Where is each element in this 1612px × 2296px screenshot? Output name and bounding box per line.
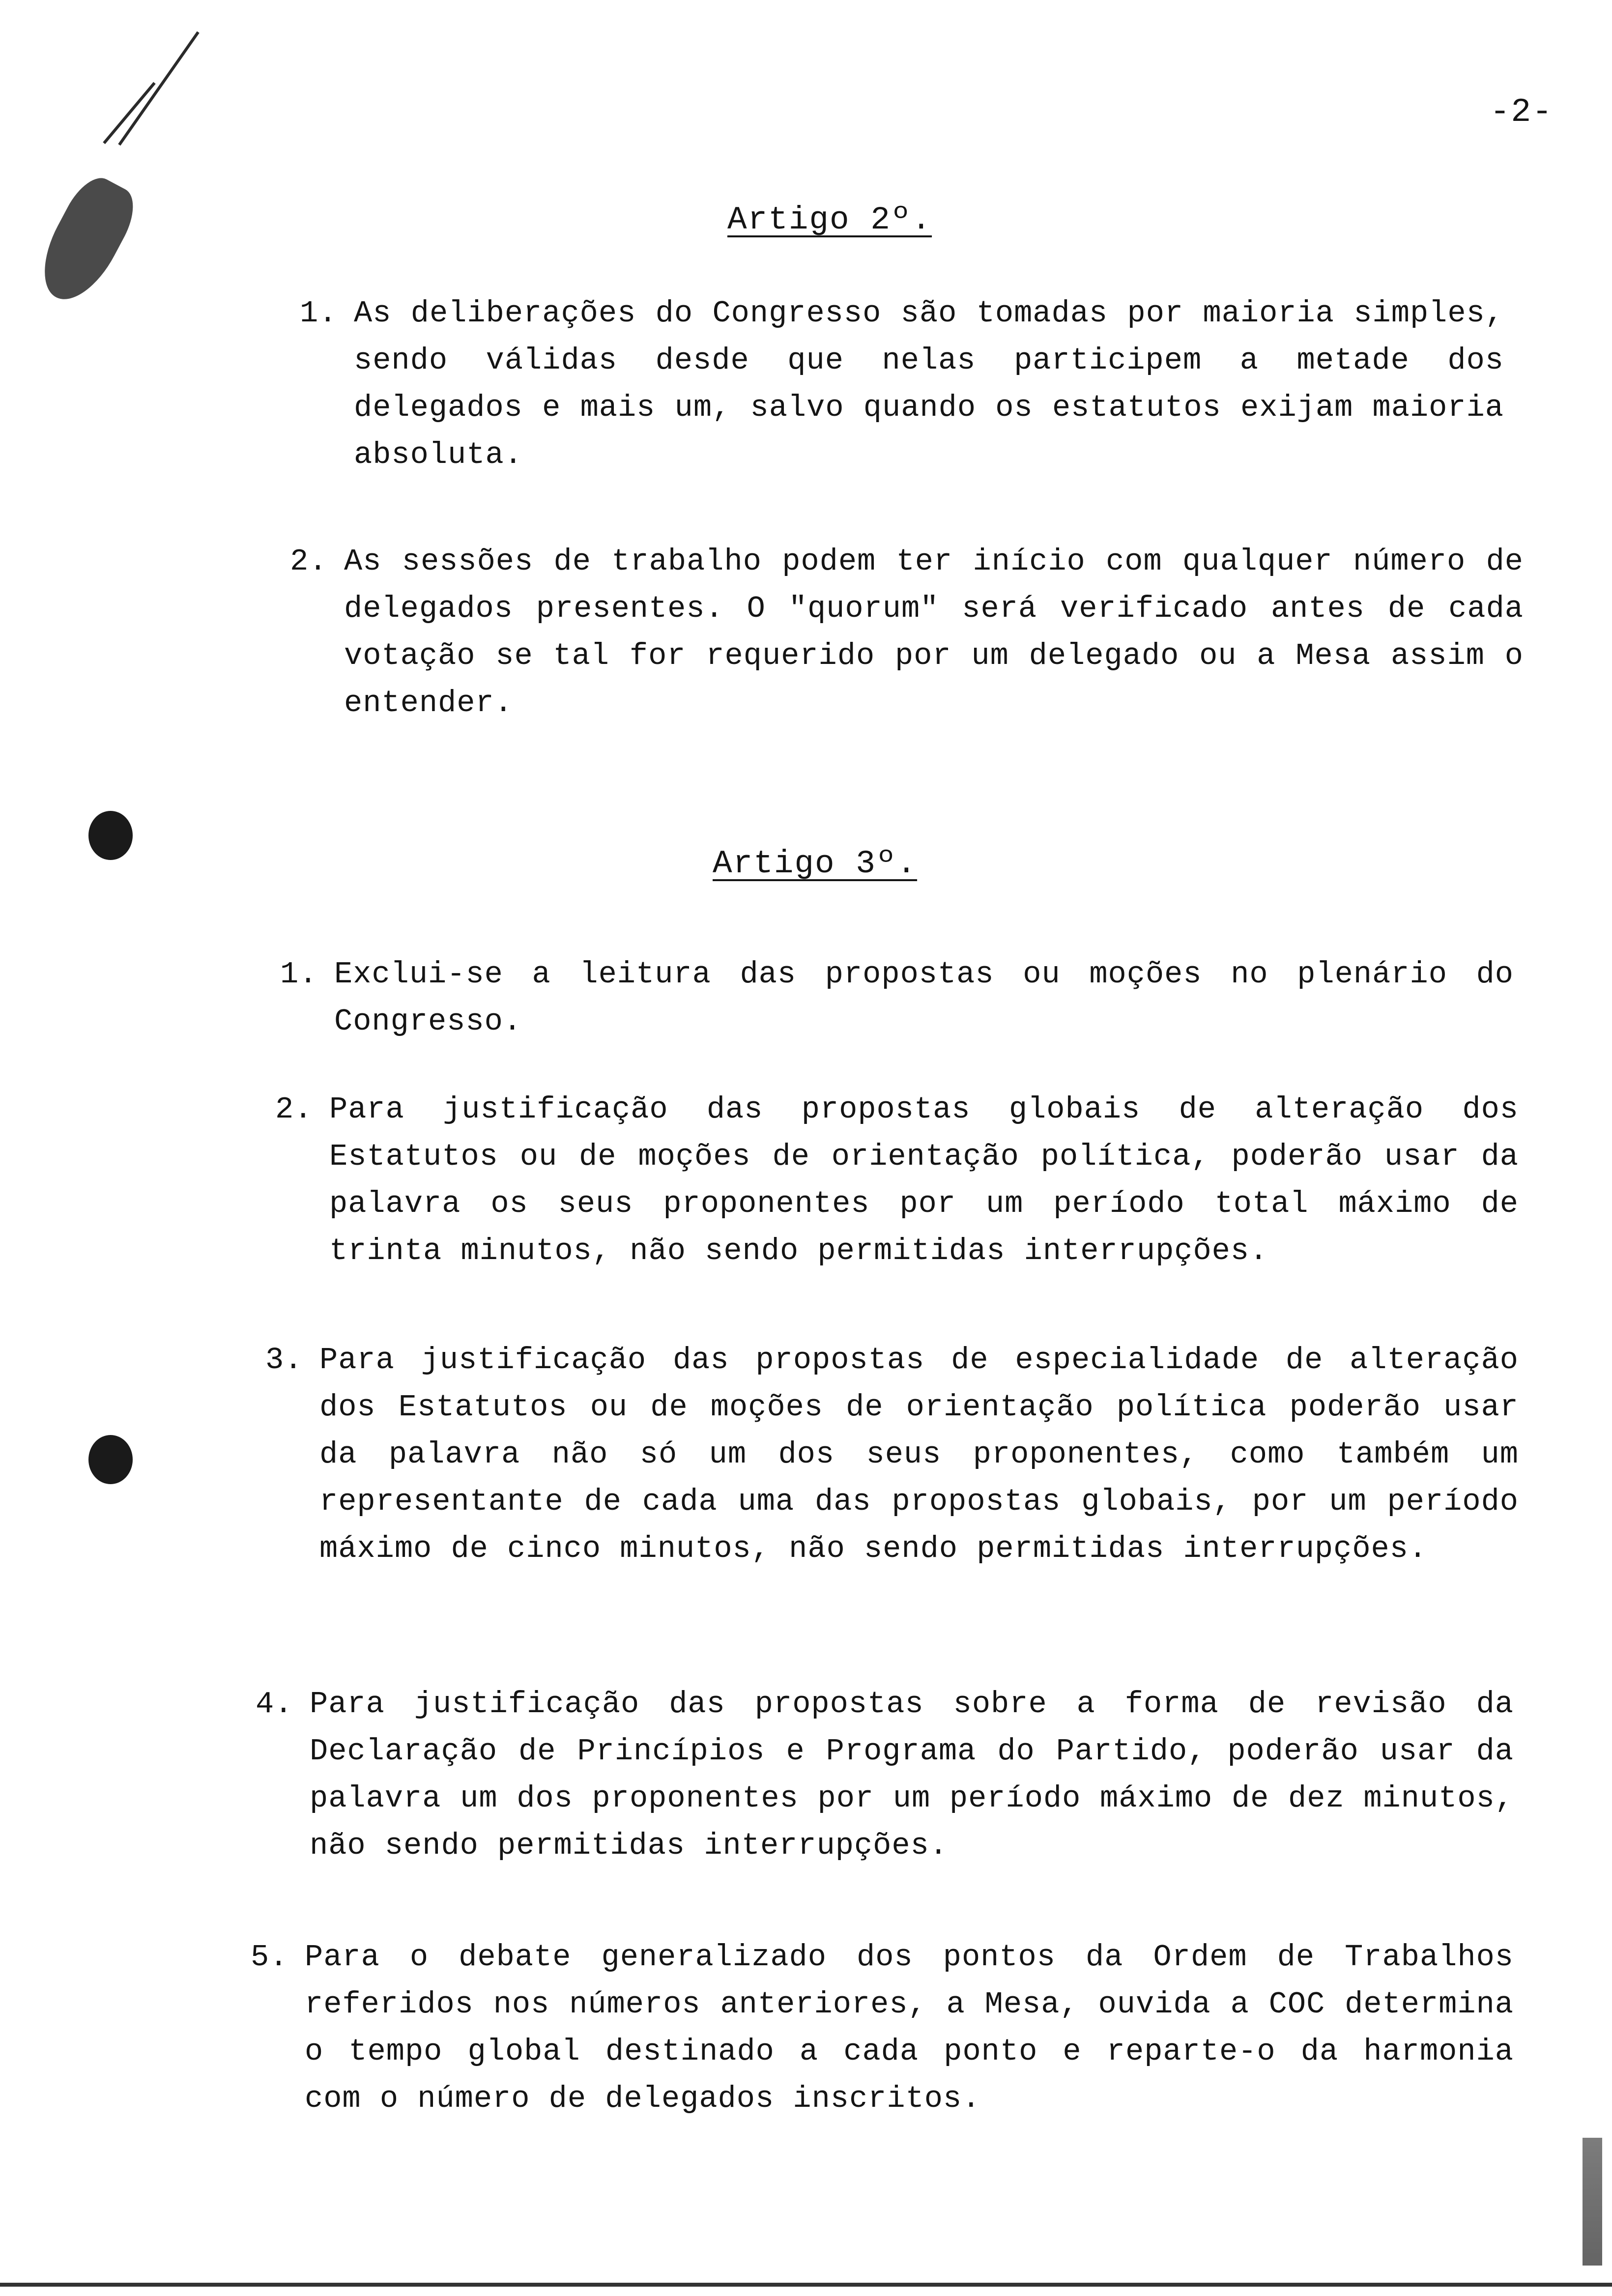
item-number: 3. xyxy=(265,1343,303,1378)
item-text: As deliberações do Congresso são tomadas por maioria simples, sendo válidas desde que nelas participem a metade dos delegados e mais um, salvo quando os estatutos exijam maioria absoluta. xyxy=(354,296,1504,472)
article-3-item-4 xyxy=(256,1681,1514,1869)
item-number: 2. xyxy=(275,1092,313,1127)
article-3-heading: Artigo 3º. xyxy=(713,845,918,882)
article-3-item-1 xyxy=(280,951,1514,1045)
item-number: 5. xyxy=(251,1940,288,1975)
scan-scratch xyxy=(118,31,200,146)
article-2-item-1 xyxy=(300,290,1504,479)
punch-hole-mark xyxy=(88,1435,133,1484)
article-3-item-2 xyxy=(275,1086,1519,1275)
item-text: Para justificação das propostas sobre a forma de revisão da Declaração de Princípios e Programa do Partido, poderão usar da palavra um dos proponentes por um período máximo de dez minutos, não sendo permitidas interrupções. xyxy=(310,1687,1514,1863)
article-2-heading: Artigo 2º. xyxy=(727,201,932,238)
item-number: 1. xyxy=(300,296,338,331)
item-number: 4. xyxy=(256,1687,293,1722)
page-bottom-edge xyxy=(0,2283,1612,2287)
item-text: Exclui-se a leitura das propostas ou moções no plenário do Congresso. xyxy=(334,957,1514,1039)
item-number: 2. xyxy=(290,544,328,579)
scan-smudge xyxy=(28,170,144,313)
scan-edge-artifact xyxy=(1583,2138,1602,2266)
punch-hole-mark xyxy=(88,811,133,860)
item-text: Para justificação das propostas de especialidade de alteração dos Estatutos ou de moções de orientação política poderão usar da palavra não só um dos seus proponentes, como também um representante de cada uma das propostas globais, por um período máximo de cinco minutos, não sendo permitidas interrupções. xyxy=(319,1343,1519,1566)
item-text: Para justificação das propostas globais de alteração dos Estatutos ou de moções de orientação política, poderão usar da palavra os seus proponentes por um período total máximo de trinta minutos, não sendo permitidas interrupções. xyxy=(329,1092,1519,1268)
article-2-item-2 xyxy=(290,538,1524,727)
item-text: Para o debate generalizado dos pontos da Ordem de Trabalhos referidos nos números anteriores, a Mesa, ouvida a COC determina o tempo global destinado a cada ponto e reparte-o da harmonia com o número de delegados inscritos. xyxy=(305,1940,1514,2116)
item-text: As sessões de trabalho podem ter início com qualquer número de delegados presentes. O "quorum" será verificado antes de cada votação se tal for requerido por um delegado ou a Mesa assim o entender. xyxy=(344,544,1524,720)
article-3-item-3 xyxy=(265,1337,1519,1573)
article-3-item-5 xyxy=(251,1934,1514,2123)
scan-scratch xyxy=(103,82,155,144)
page-number: -2- xyxy=(1490,93,1553,131)
item-number: 1. xyxy=(280,957,318,992)
